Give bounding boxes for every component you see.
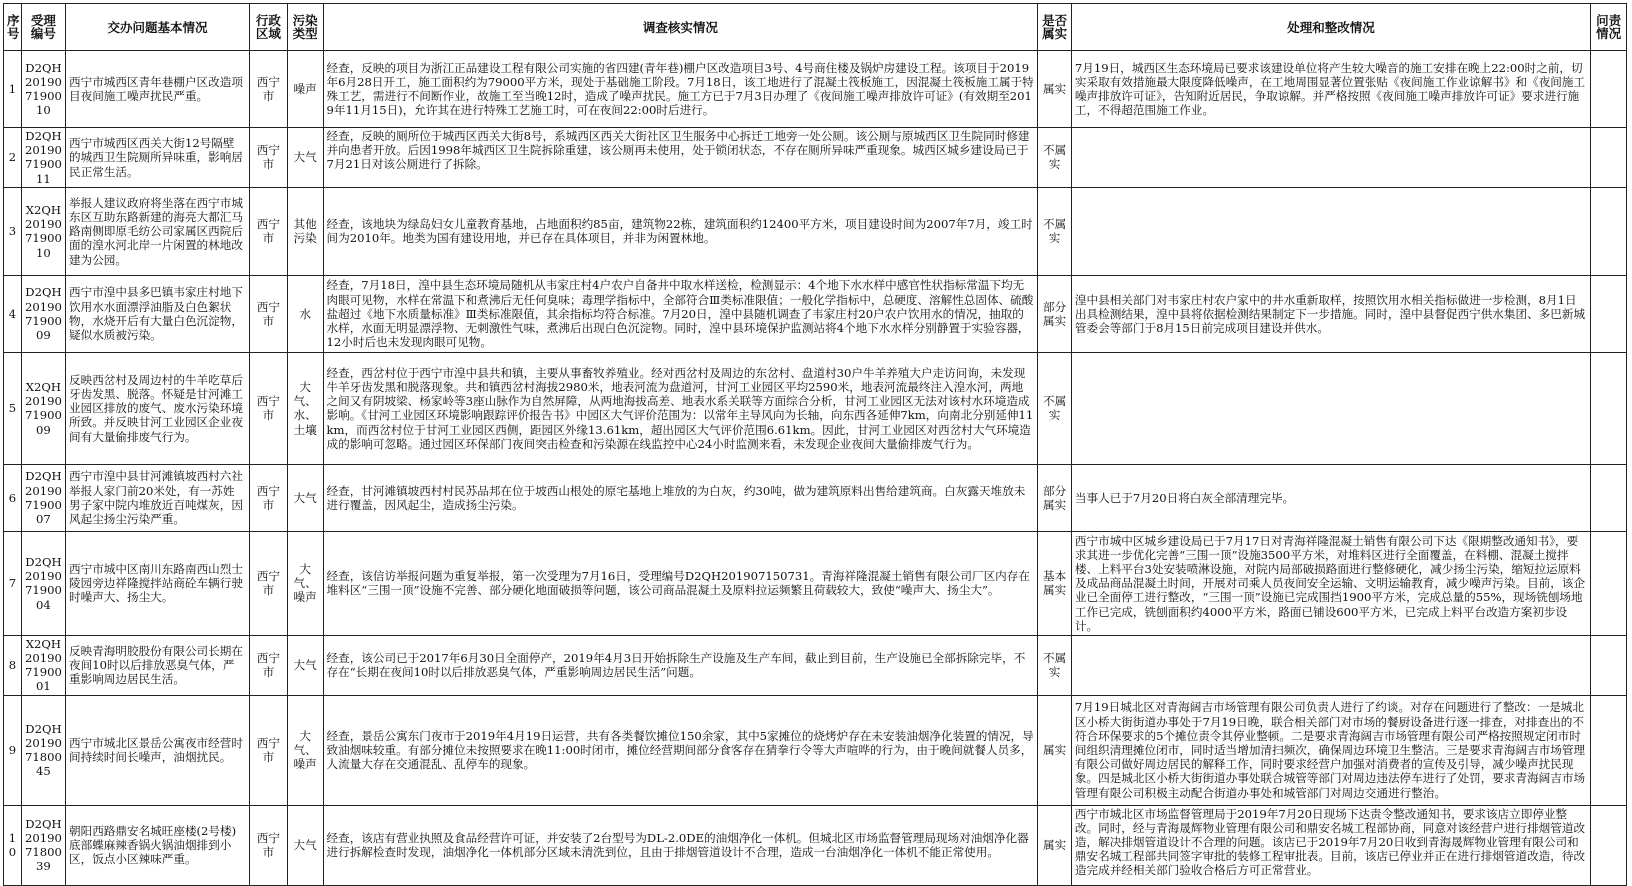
cell-investigation: 经查，反映的项目为浙江正品建设工程有限公司实施的省四建(青年巷)棚户区改造项目3号、4号商住楼及锅炉房建设工程。该项目于2019年6月28日开工，施工面积约为79000平方米，现处于基础施工阶段。7月18日，该工地进行了混凝土筏板施工，因混凝土筏板施工属于特殊工艺，需进行不间断作业，故施工至当晚12时，造成了噪声扰民。施工方已于7月3日办理了《夜间施工噪声排放许可证》(有效期至2019年11月15日)，允许其在进行特殊工艺施工时，可在夜间22:00时后进行。 bbox=[323, 51, 1038, 128]
cell-problem: 西宁市湟中县甘河滩镇坡西村六社举报人家门前20米处，有一苏姓男子家中院内堆放近百吨煤灰，因风起尘扬尘污染严重。 bbox=[66, 464, 250, 531]
cell-handling: 7月19日，城西区生态环境局已要求该建设单位将产生较大噪音的施工安排在晚上22:00时之前，切实采取有效措施最大限度降低噪声，在工地周围显著位置张贴《夜间施工作业谅解书》和《夜间施工噪声排放许可证》，告知附近居民，争取谅解。并严格按照《夜间施工噪声排放许可证》要求进行施工，不得超范围施工作业。 bbox=[1071, 51, 1590, 128]
cell-accountability bbox=[1591, 695, 1627, 805]
cell-region: 西宁市 bbox=[249, 635, 287, 695]
cell-seq: 1 bbox=[4, 51, 22, 128]
cell-is-true: 基本属实 bbox=[1038, 531, 1072, 635]
table-row bbox=[4, 187, 1627, 275]
cell-region: 西宁市 bbox=[249, 51, 287, 128]
cell-investigation: 经查，该地块为绿岛妇女儿童教育基地，占地面积约85亩，建筑物22栋，建筑面积约12400平方米，项目建设时间为2007年7月，竣工时间为2010年。地类为国有建设用地，并已存在具体项目，并非为闲置林地。 bbox=[323, 187, 1038, 275]
cell-pollution-type: 大气 bbox=[287, 128, 323, 188]
cell-pollution-type: 其他污染 bbox=[287, 187, 323, 275]
cell-seq: 6 bbox=[4, 464, 22, 531]
cell-handling: 西宁市城中区城乡建设局已于7月17日对青海祥隆混凝土销售有限公司下达《限期整改通知书》，要求其进一步优化完善“三围一顶”设施3500平方米，对堆料区进行全面覆盖，在料棚、混凝土搅拌楼、上料平台3处安装喷淋设施，对院内局部破损路面进行整修硬化，减少扬尘污染，缩短拉运原料及成品商品混凝土时间，开展对司乘人员夜间安全运输、文明运输教育，减少噪声污染。目前，该企业已全面停工进行整改，“三围一顶”设施已完成围挡1900平方米，完成总量的55%，现场铣刨场地工作已完成，铣刨面积约4000平方米，路面已铺设600平方米，已完成上料平台改造方案初步设计。 bbox=[1071, 531, 1590, 635]
cell-handling bbox=[1071, 128, 1590, 188]
cell-problem: 西宁市城北区景岳公寓夜市经营时间持续时间长噪声，油烟扰民。 bbox=[66, 695, 250, 805]
header-region: 行政区域 bbox=[249, 4, 287, 51]
cell-is-true: 属实 bbox=[1038, 51, 1072, 128]
cell-problem: 举报人建议政府将坐落在西宁市城东区互助东路新建的海亮大都汇马路南侧即原毛纺公司家属区西院后面的湟水河北岸一片闲置的林地改建为公园。 bbox=[66, 187, 250, 275]
cell-seq: 8 bbox=[4, 635, 22, 695]
cell-is-true: 属实 bbox=[1038, 805, 1072, 885]
cell-id: D2QH201907190004 bbox=[21, 531, 65, 635]
cell-region: 西宁市 bbox=[249, 531, 287, 635]
cell-accountability bbox=[1591, 275, 1627, 352]
cell-seq: 3 bbox=[4, 187, 22, 275]
cell-pollution-type: 大气、噪声 bbox=[287, 531, 323, 635]
cell-handling bbox=[1071, 187, 1590, 275]
cell-id: D2QH201907180039 bbox=[21, 805, 65, 885]
cell-accountability bbox=[1591, 531, 1627, 635]
header-pollution-type: 污染类型 bbox=[287, 4, 323, 51]
cell-is-true: 部分属实 bbox=[1038, 275, 1072, 352]
cell-accountability bbox=[1591, 352, 1627, 464]
cell-pollution-type: 大气 bbox=[287, 805, 323, 885]
header-is-true: 是否属实 bbox=[1038, 4, 1072, 51]
table-row bbox=[4, 464, 1627, 531]
cell-is-true: 属实 bbox=[1038, 695, 1072, 805]
cell-id: D2QH201907190007 bbox=[21, 464, 65, 531]
cell-is-true: 不属实 bbox=[1038, 128, 1072, 188]
header-handling: 处理和整改情况 bbox=[1071, 4, 1590, 51]
cell-is-true: 部分属实 bbox=[1038, 464, 1072, 531]
table-row bbox=[4, 635, 1627, 695]
cell-pollution-type: 大气、水、土壤 bbox=[287, 352, 323, 464]
table-row bbox=[4, 695, 1627, 805]
cell-accountability bbox=[1591, 805, 1627, 885]
header-problem: 交办问题基本情况 bbox=[66, 4, 250, 51]
cell-handling bbox=[1071, 352, 1590, 464]
cell-seq: 7 bbox=[4, 531, 22, 635]
cell-seq: 4 bbox=[4, 275, 22, 352]
cell-investigation: 经查，该店有营业执照及食品经营许可证，并安装了2台型号为DL-2.0DE的油烟净化一体机。但城北区市场监督管理局现场对油烟净化器进行拆解检查时发现，油烟净化一体机部分区域未清洗到位，且由于排烟管道设计不合理，造成一台油烟净化一体机不能正常使用。 bbox=[323, 805, 1038, 885]
cell-id: D2QH201907190011 bbox=[21, 128, 65, 188]
cell-region: 西宁市 bbox=[249, 352, 287, 464]
cell-is-true: 不属实 bbox=[1038, 352, 1072, 464]
cell-is-true: 不属实 bbox=[1038, 187, 1072, 275]
cell-accountability bbox=[1591, 464, 1627, 531]
cell-accountability bbox=[1591, 635, 1627, 695]
cell-investigation: 经查，7月18日，湟中县生态环境局随机从韦家庄村4户农户自备井中取水样送检，检测显示：4个地下水水样中感官性状指标常温下均无肉眼可见物，水样在常温下和煮沸后无任何臭味；毒理学指标中，全部符合Ⅲ类标准限值；一般化学指标中，总硬度、溶解性总固体、硫酸盐超过《地下水质量标准》Ⅲ类标准限值，其余指标均符合标准。7月20日，湟中县随机调查了韦家庄村20户农户饮用水的情况，抽取的水样，水面无明显漂浮物、无刺激性气味，煮沸后出现白色沉淀物。同时，湟中县环境保护监测站将4个地下水水样分别静置于实验容器，12小时后也未发现肉眼可见物。 bbox=[323, 275, 1038, 352]
cell-id: X2QH201907190010 bbox=[21, 187, 65, 275]
cell-seq: 2 bbox=[4, 128, 22, 188]
cell-id: X2QH201907190001 bbox=[21, 635, 65, 695]
header-accountability: 问责情况 bbox=[1591, 4, 1627, 51]
cell-problem: 西宁市城西区青年巷棚户区改造项目夜间施工噪声扰民严重。 bbox=[66, 51, 250, 128]
cell-region: 西宁市 bbox=[249, 275, 287, 352]
cell-seq: 10 bbox=[4, 805, 22, 885]
cell-investigation: 经查，反映的厕所位于城西区西关大街8号，系城西区西关大街社区卫生服务中心拆迁工地旁一处公厕。该公厕与原城西区卫生院同时修建并向患者开放。后因1998年城西区卫生院拆除重建，该公厕再未使用，处于锁闭状态，不存在厕所异味严重现象。城西区城乡建设局已于7月21日对该公厕进行了拆除。 bbox=[323, 128, 1038, 188]
cell-problem: 朝阳西路鼎安名城旺座楼(2号楼)底部蝶麻辣香锅火锅油烟排到小区，饭点小区辣味严重。 bbox=[66, 805, 250, 885]
cell-problem: 西宁市城中区南川东路南西山烈士陵园旁边祥隆搅拌站商砼车辆行驶时噪声大、扬尘大。 bbox=[66, 531, 250, 635]
cell-accountability bbox=[1591, 187, 1627, 275]
cell-problem: 西宁市城西区西关大街12号隔壁的城西卫生院厕所异味重，影响居民正常生活。 bbox=[66, 128, 250, 188]
cell-id: D2QH201907190009 bbox=[21, 275, 65, 352]
cell-investigation: 经查，景岳公寓东门夜市于2019年4月19日运营，共有各类餐饮摊位150余家，其中5家摊位的烧烤炉存在未安装油烟净化装置的情况，导致油烟味较重。有部分摊位未按照要求在晚11:00时闭市，摊位经营期间部分食客存在猜拳行令等大声喧哗的行为，由于晚间就餐人员多，人流量大存在交通混乱、乱停车的现象。 bbox=[323, 695, 1038, 805]
cell-handling: 西宁市城北区市场监督管理局于2019年7月20日现场下达责令整改通知书，要求该店立即停业整改。同时，经与青海晟辉物业管理有限公司和鼎安名城工程部协商，同意对该经营户进行排烟管道改造，解决排烟管道设计不合理的问题。该店已于2019年7月20日收到青海晟辉物业管理有限公司和鼎安名城工程部共同签字审批的装修工程审批表。目前，该店已停业并正在进行排烟管道改造，待改造完成并经相关部门验收合格后方可正常营业。 bbox=[1071, 805, 1590, 885]
cell-investigation: 经查，该信访举报问题为重复举报，第一次受理为7月16日，受理编号D2QH201907150731。青海祥隆混凝土销售有限公司厂区内存在堆料区“三围一顶”设施不完善、部分硬化地面破损等问题，该公司商品混凝土及原料拉运频繁且荷载较大，致使“噪声大、扬尘大”。 bbox=[323, 531, 1038, 635]
cell-handling bbox=[1071, 635, 1590, 695]
table-row bbox=[4, 275, 1627, 352]
cell-investigation: 经查，该公司已于2017年6月30日全面停产，2019年4月3日开始拆除生产设施及生产车间，截止到目前，生产设施已全部拆除完毕，不存在“长期在夜间10时以后排放恶臭气体，严重影响周边居民生活”问题。 bbox=[323, 635, 1038, 695]
cell-pollution-type: 大气、噪声 bbox=[287, 695, 323, 805]
cell-region: 西宁市 bbox=[249, 464, 287, 531]
cell-id: D2QH201907180045 bbox=[21, 695, 65, 805]
cell-investigation: 经查，甘河滩镇坡西村村民苏品邦在位于坡西山根处的原宅基地上堆放的为白灰，约30吨，做为建筑原料出售给建筑商。白灰露天堆放未进行覆盖，因风起尘，造成扬尘污染。 bbox=[323, 464, 1038, 531]
cell-pollution-type: 大气 bbox=[287, 635, 323, 695]
cell-handling: 湟中县相关部门对韦家庄村农户家中的井水重新取样，按照饮用水相关指标做进一步检测，8月1日出具检测结果，湟中县将依据检测结果制定下一步措施。同时，湟中县督促西宁供水集团、多巴新城管委会等部门于8月15日前完成项目建设并供水。 bbox=[1071, 275, 1590, 352]
header-row bbox=[4, 4, 1627, 51]
cell-handling: 当事人已于7月20日将白灰全部清理完毕。 bbox=[1071, 464, 1590, 531]
cell-region: 西宁市 bbox=[249, 128, 287, 188]
cell-handling: 7月19日城北区对青海阔吉市场管理有限公司负责人进行了约谈。对存在问题进行了整改：一是城北区小桥大街街道办事处于7月19日晚，联合相关部门对市场的餐厨设备进行逐一排查，对排查出的不符合环保要求的5个摊位责令其停业整顿。二是要求青海阔吉市场管理有限公司严格按照规定闭市时间组织清理摊位闭市，同时适当增加清扫频次，确保周边环境卫生整洁。三是要求青海阔吉市场管理有限公司做好周边居民的解释工作，同时要求经营户加强对消费者的宣传及引导，减少噪声扰民现象。四是城北区小桥大街街道办事处联合城管等部门对周边违法停车进行了处罚，要求青海阔吉市场管理有限公司积极主动配合街道办事处和城管部门对周边交通进行整治。 bbox=[1071, 695, 1590, 805]
cell-id: X2QH201907190009 bbox=[21, 352, 65, 464]
cell-problem: 西宁市湟中县多巴镇韦家庄村地下饮用水水面漂浮油脂及白色絮状物，水烧开后有大量白色沉淀物，疑似水质被污染。 bbox=[66, 275, 250, 352]
cell-region: 西宁市 bbox=[249, 695, 287, 805]
complaint-table bbox=[3, 3, 1627, 886]
cell-region: 西宁市 bbox=[249, 805, 287, 885]
cell-pollution-type: 水 bbox=[287, 275, 323, 352]
table-row bbox=[4, 805, 1627, 885]
cell-problem: 反映青海明胶股份有限公司长期在夜间10时以后排放恶臭气体，严重影响周边居民生活。 bbox=[66, 635, 250, 695]
cell-accountability bbox=[1591, 128, 1627, 188]
cell-is-true: 不属实 bbox=[1038, 635, 1072, 695]
cell-seq: 5 bbox=[4, 352, 22, 464]
cell-pollution-type: 噪声 bbox=[287, 51, 323, 128]
cell-id: D2QH201907190010 bbox=[21, 51, 65, 128]
header-seq: 序号 bbox=[4, 4, 22, 51]
header-investigation: 调查核实情况 bbox=[323, 4, 1038, 51]
cell-pollution-type: 大气 bbox=[287, 464, 323, 531]
cell-investigation: 经查，西岔村位于西宁市湟中县共和镇，主要从事畜牧养殖业。经对西岔村及周边的东岔村、盘道村30户牛羊养殖大户走访问询，未发现牛羊牙齿发黑和脱落现象。共和镇西岔村海拔2980米，地表河流为盘道河，甘河工业园区平均2590米，地表河流最终注入湟水河，两地之间又有阴坡梁、杨家岭等3座山脉作为自然屏障，从两地海拔高差、地表水系关联等方面综合分析，甘河工业园区无法对该村水环境造成影响。《甘河工业园区环境影响跟踪评价报告书》中园区大气评价范围为：以常年主导风向为长轴，向东西各延伸7km，向南北分别延伸11km，而西岔村位于甘河工业园区西侧，距园区外缘13.61km，超出园区大气评价范围6.61km。因此，甘河工业园区对西岔村大气环境造成的影响可忽略。通过园区环保部门夜间突击检查和污染源在线监控中心24小时监测来看，未发现企业夜间大量偷排废气行为。 bbox=[323, 352, 1038, 464]
cell-problem: 反映西岔村及周边村的牛羊吃草后牙齿发黑、脱落。怀疑是甘河滩工业园区排放的废气、废水污染环境所致。并反映甘河工业园区企业夜间有大量偷排废气行为。 bbox=[66, 352, 250, 464]
cell-accountability bbox=[1591, 51, 1627, 128]
table-row bbox=[4, 51, 1627, 128]
table-row bbox=[4, 352, 1627, 464]
cell-seq: 9 bbox=[4, 695, 22, 805]
cell-region: 西宁市 bbox=[249, 187, 287, 275]
table-row bbox=[4, 128, 1627, 188]
header-id: 受理编号 bbox=[21, 4, 65, 51]
table-row bbox=[4, 531, 1627, 635]
